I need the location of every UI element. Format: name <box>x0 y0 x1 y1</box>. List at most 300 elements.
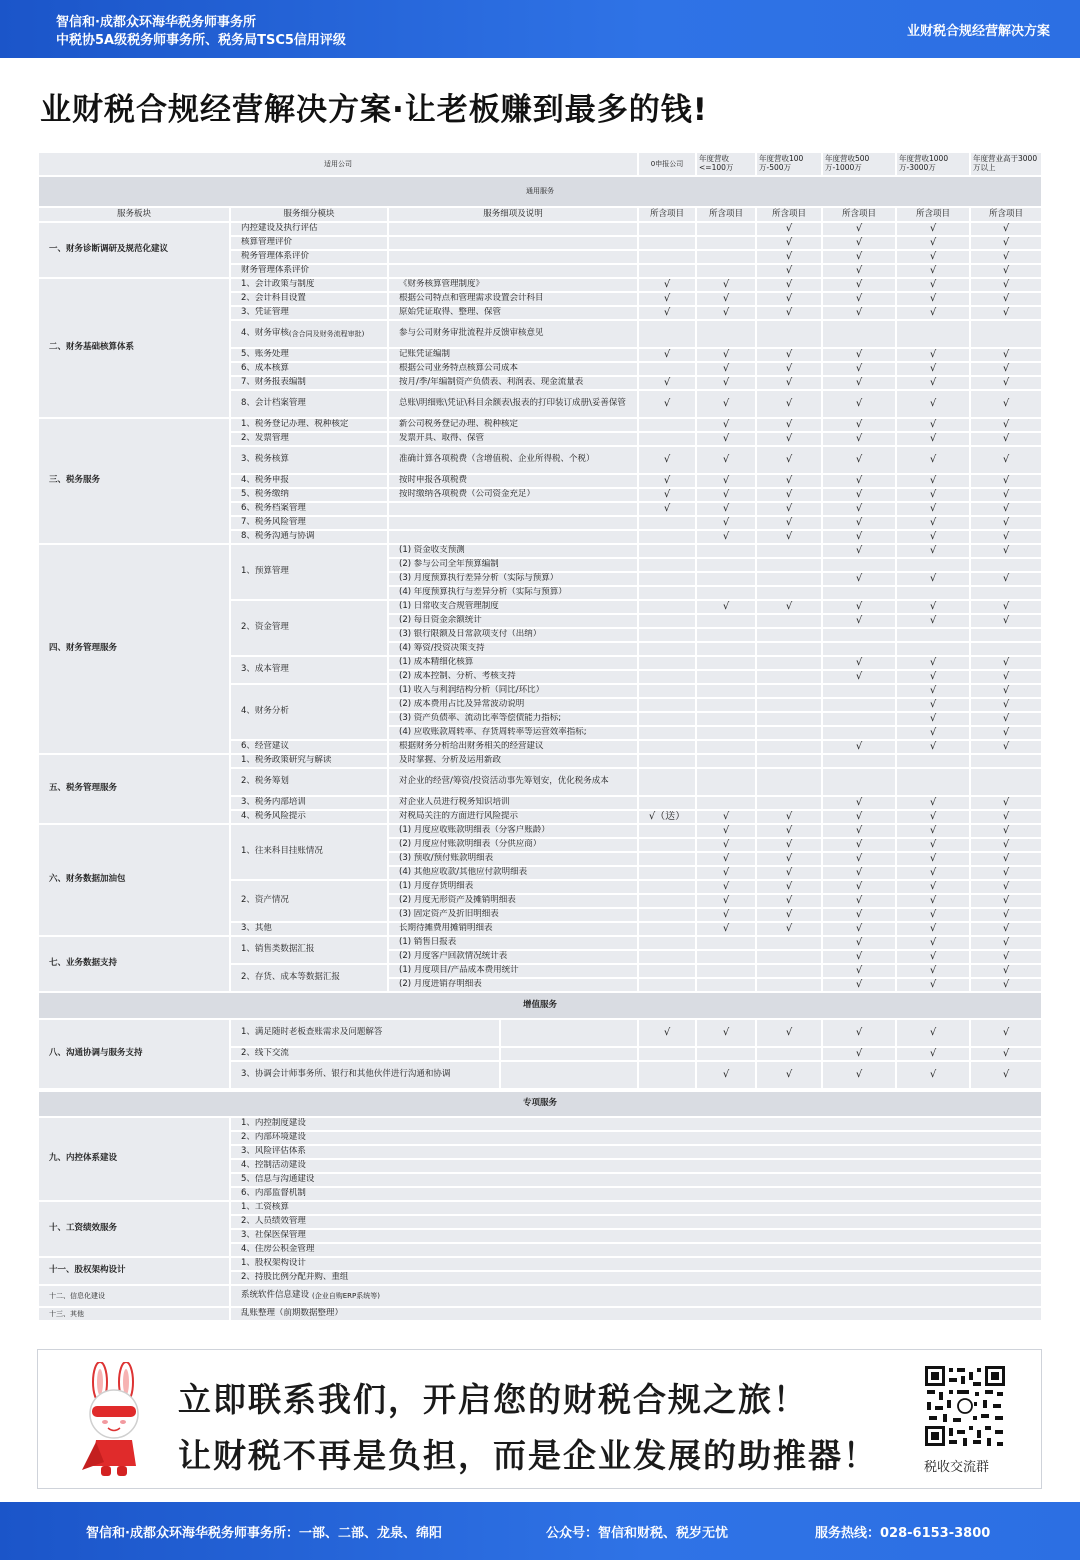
check-cell: √ <box>897 1020 969 1046</box>
detail-cell: (1) 销售日报表 <box>389 937 637 949</box>
check-cell: √ <box>757 517 821 529</box>
contact-card <box>37 1349 1042 1489</box>
check-cell: √ <box>823 1020 895 1046</box>
check-cell <box>639 951 695 963</box>
detail-cell: 按时缴纳各项税费（公司资金充足） <box>389 489 637 501</box>
check-cell: √ <box>757 293 821 305</box>
sub-module-label: 系统软件信息建设 <box>241 1290 310 1301</box>
check-cell: √ <box>897 741 969 753</box>
check-cell: √ <box>697 363 755 375</box>
sub-module: 4、税务风险提示 <box>231 811 387 823</box>
check-cell <box>639 265 695 277</box>
check-cell: √ <box>697 853 755 865</box>
check-cell: √ <box>971 909 1041 921</box>
check-cell <box>639 979 695 991</box>
check-cell: √ <box>971 853 1041 865</box>
check-cell: √ <box>823 895 895 907</box>
check-cell: √ <box>897 391 969 417</box>
detail-cell: (3) 银行限额及日常款项支付（出纳） <box>389 629 637 641</box>
check-cell <box>639 895 695 907</box>
check-cell: √ <box>897 545 969 557</box>
check-cell: √ <box>697 307 755 319</box>
check-cell <box>757 713 821 725</box>
detail-cell: 及时掌握、分析及运用新政 <box>389 755 637 767</box>
check-cell: √ <box>757 251 821 263</box>
check-cell: √ <box>897 503 969 515</box>
sub-module: 6、经营建议 <box>231 741 387 753</box>
check-cell <box>697 965 755 977</box>
detail-cell: (3) 月度预算执行差异分析（实际与预算） <box>389 573 637 585</box>
detail-cell <box>389 531 637 543</box>
check-cell: √ <box>639 475 695 487</box>
check-cell: √ <box>823 951 895 963</box>
check-cell: √ <box>897 825 969 837</box>
check-cell: √ <box>823 237 895 249</box>
check-cell: √ <box>757 909 821 921</box>
check-cell: √ <box>897 853 969 865</box>
check-cell: √ <box>897 671 969 683</box>
check-cell <box>897 769 969 795</box>
detail-cell: (1) 月度存货明细表 <box>389 881 637 893</box>
check-cell: √ <box>971 685 1041 697</box>
tier-header: 年度营业高于3000万以上 <box>971 153 1041 175</box>
check-cell: √ <box>823 475 895 487</box>
sub-module: 1、会计政策与制度 <box>231 279 387 291</box>
sub-module: 2、资产情况 <box>231 881 387 921</box>
detail-cell: 参与公司财务审批流程并反馈审核意见 <box>389 321 637 347</box>
sub-module: 3、社保医保管理 <box>231 1230 1041 1242</box>
sub-module: 2、发票管理 <box>231 433 387 445</box>
detail-cell: 新公司税务登记办理、税种核定 <box>389 419 637 431</box>
check-cell <box>697 615 755 627</box>
check-cell: √ <box>971 923 1041 935</box>
check-cell: √ <box>697 475 755 487</box>
check-cell: √ <box>897 601 969 613</box>
check-cell: √ <box>897 811 969 823</box>
footer-wechat: 公众号：智信和财税、税岁无忧 <box>546 1526 729 1541</box>
check-cell: √ <box>823 363 895 375</box>
sub-module: 1、满足随时老板查账需求及问题解答 <box>231 1020 499 1046</box>
check-cell: √ <box>757 223 821 235</box>
check-cell: √ <box>971 713 1041 725</box>
sub-module: 2、税务筹划 <box>231 769 387 795</box>
check-cell: √ <box>971 265 1041 277</box>
sub-module: 5、信息与沟通建设 <box>231 1174 1041 1186</box>
check-cell <box>823 755 895 767</box>
detail-cell: (1) 资金收支预测 <box>389 545 637 557</box>
check-cell <box>697 979 755 991</box>
check-cell <box>639 573 695 585</box>
check-cell <box>823 321 895 347</box>
detail-cell <box>389 265 637 277</box>
cta-line-1: 立即联系我们，开启您的财税合规之旅！ <box>178 1380 808 1419</box>
sub-module: 3、其他 <box>231 923 387 935</box>
check-cell: √ <box>971 223 1041 235</box>
detail-cell <box>389 251 637 263</box>
detail-cell <box>501 1062 637 1088</box>
check-cell <box>697 321 755 347</box>
check-cell <box>639 965 695 977</box>
section-label: 九、内控体系建设 <box>39 1118 229 1200</box>
check-cell <box>971 643 1041 655</box>
footer-hotline: 服务热线：028-6153-3800 <box>815 1526 991 1541</box>
check-cell <box>971 321 1041 347</box>
check-cell: √ <box>757 447 821 473</box>
check-cell <box>897 321 969 347</box>
detail-cell: (4) 年度预算执行与差异分析（实际与预算） <box>389 587 637 599</box>
check-cell: √ <box>897 867 969 879</box>
check-cell: √ <box>697 601 755 613</box>
check-cell: √ <box>971 349 1041 361</box>
check-cell: √ <box>639 1020 695 1046</box>
check-cell <box>697 573 755 585</box>
detail-cell: 对企业的经营/筹资/投资活动事先筹划安，优化税务成本 <box>389 769 637 795</box>
sub-module: 1、股权架构设计 <box>231 1258 1041 1270</box>
check-cell <box>757 587 821 599</box>
check-cell <box>639 629 695 641</box>
check-cell <box>823 685 895 697</box>
check-cell: √ <box>757 265 821 277</box>
check-cell: √ <box>971 937 1041 949</box>
check-cell: √ <box>971 475 1041 487</box>
check-cell: √ <box>971 601 1041 613</box>
sub-module: 3、成本管理 <box>231 657 387 683</box>
detail-cell <box>389 503 637 515</box>
check-cell <box>639 671 695 683</box>
section-label: 四、财务管理服务 <box>39 545 229 753</box>
check-cell: √ <box>823 797 895 809</box>
check-cell: √ <box>971 741 1041 753</box>
check-cell: √ <box>823 573 895 585</box>
tier-header: 年度营收1000万-3000万 <box>897 153 969 175</box>
check-cell: √ <box>971 573 1041 585</box>
detail-cell <box>501 1020 637 1046</box>
check-cell <box>971 559 1041 571</box>
detail-cell: (2) 成本控制、分析、考核支持 <box>389 671 637 683</box>
check-cell: √ <box>897 909 969 921</box>
check-cell: √ <box>971 895 1041 907</box>
sub-module: 1、税务登记办理、税种核定 <box>231 419 387 431</box>
check-cell: √ <box>971 1020 1041 1046</box>
detail-cell: (4) 其他应收款/其他应付款明细表 <box>389 867 637 879</box>
check-cell: √ <box>823 307 895 319</box>
check-cell: √ <box>897 713 969 725</box>
check-cell <box>757 965 821 977</box>
check-cell <box>697 629 755 641</box>
sub-module <box>231 1286 1041 1306</box>
check-cell: √ <box>823 671 895 683</box>
check-cell: √ <box>897 839 969 851</box>
detail-cell: 根据财务分析给出财务相关的经营建议 <box>389 741 637 753</box>
check-cell: √ <box>823 377 895 389</box>
check-cell: √ <box>757 853 821 865</box>
check-cell: √ <box>971 797 1041 809</box>
check-cell: √ <box>897 699 969 711</box>
check-cell: √ <box>757 923 821 935</box>
check-cell <box>757 559 821 571</box>
check-cell <box>697 685 755 697</box>
detail-cell: (2) 月度客户回款情况统计表 <box>389 951 637 963</box>
check-cell: √ <box>823 853 895 865</box>
detail-cell: 总账\明细账\凭证\科目余额表\报表的打印装订成册\妥善保管 <box>389 391 637 417</box>
check-cell <box>757 699 821 711</box>
check-cell <box>639 657 695 669</box>
check-cell <box>639 433 695 445</box>
qr-label: 税收交流群 <box>924 1460 990 1475</box>
check-cell: √ <box>971 615 1041 627</box>
check-cell <box>697 545 755 557</box>
check-cell: √ <box>757 895 821 907</box>
footer-offices: 智信和·成都众环海华税务师事务所：一部、二部、龙泉、绵阳 <box>86 1526 442 1541</box>
check-cell <box>757 1048 821 1060</box>
check-cell: √ <box>897 657 969 669</box>
tier-header: 年度营收100万-500万 <box>757 153 821 175</box>
check-cell: √ <box>757 839 821 851</box>
section-label: 五、税务管理服务 <box>39 755 229 823</box>
check-cell: √ <box>697 293 755 305</box>
section-label: 十一、股权架构设计 <box>39 1258 229 1284</box>
check-cell: √ <box>757 825 821 837</box>
sub-module: 6、税务档案管理 <box>231 503 387 515</box>
detail-cell: 记账凭证编制 <box>389 349 637 361</box>
check-cell <box>639 909 695 921</box>
sub-module: 财务管理体系评价 <box>231 265 387 277</box>
check-cell: √ <box>971 251 1041 263</box>
sub-module: 4、财务分析 <box>231 685 387 739</box>
check-cell <box>823 699 895 711</box>
detail-cell: (1) 成本精细化核算 <box>389 657 637 669</box>
check-cell: √ <box>823 909 895 921</box>
detail-cell: (4) 筹资/投资决策支持 <box>389 643 637 655</box>
check-cell: √ <box>897 895 969 907</box>
check-cell: √ <box>897 937 969 949</box>
check-cell: √ <box>639 447 695 473</box>
check-cell <box>639 797 695 809</box>
check-cell: √ <box>971 293 1041 305</box>
check-cell: √ <box>823 811 895 823</box>
check-cell: √ <box>897 1048 969 1060</box>
detail-cell: (2) 参与公司全年预算编制 <box>389 559 637 571</box>
check-cell: √ <box>823 1048 895 1060</box>
check-cell: √ <box>971 307 1041 319</box>
detail-cell: 发票开具、取得、保管 <box>389 433 637 445</box>
check-cell: √ <box>697 489 755 501</box>
check-cell: √ <box>639 489 695 501</box>
check-cell <box>757 573 821 585</box>
check-cell <box>639 867 695 879</box>
check-cell <box>697 951 755 963</box>
check-cell: √ <box>823 825 895 837</box>
check-cell <box>639 755 695 767</box>
detail-cell: 根据公司业务特点核算公司成本 <box>389 363 637 375</box>
check-cell <box>639 615 695 627</box>
check-cell <box>639 251 695 263</box>
check-cell <box>639 937 695 949</box>
check-cell <box>823 769 895 795</box>
column-header: 服务细项及说明 <box>389 208 637 221</box>
check-cell: √ <box>697 279 755 291</box>
check-cell: √ <box>971 979 1041 991</box>
check-cell: √ <box>971 433 1041 445</box>
section-label: 七、业务数据支持 <box>39 937 229 991</box>
check-cell: √ <box>971 447 1041 473</box>
check-cell <box>697 643 755 655</box>
sub-module: 1、销售类数据汇报 <box>231 937 387 963</box>
check-cell: √ <box>757 279 821 291</box>
check-cell: √ <box>823 391 895 417</box>
check-cell <box>697 223 755 235</box>
check-cell <box>757 545 821 557</box>
detail-cell: (2) 成本费用占比及异常波动说明 <box>389 699 637 711</box>
check-cell <box>639 923 695 935</box>
check-cell <box>897 629 969 641</box>
band-special-services: 专项服务 <box>39 1092 1041 1116</box>
section-label: 十三、其他 <box>39 1308 229 1320</box>
check-cell <box>697 797 755 809</box>
check-cell: √ <box>897 475 969 487</box>
detail-cell <box>389 237 637 249</box>
check-cell: √ <box>971 839 1041 851</box>
check-cell: √ <box>897 419 969 431</box>
check-cell: √ <box>757 503 821 515</box>
check-cell: √ <box>697 909 755 921</box>
check-cell: √ <box>823 419 895 431</box>
check-cell: √ <box>897 363 969 375</box>
check-cell: √ <box>757 881 821 893</box>
check-cell <box>897 587 969 599</box>
check-cell: √ <box>823 447 895 473</box>
check-cell: √ <box>897 237 969 249</box>
check-cell: √ <box>697 377 755 389</box>
check-cell: √ <box>697 391 755 417</box>
check-cell: √ <box>757 391 821 417</box>
section-label: 二、财务基础核算体系 <box>39 279 229 417</box>
qr-code-icon[interactable] <box>923 1364 1007 1448</box>
check-cell: √ <box>897 293 969 305</box>
check-cell: √ <box>697 517 755 529</box>
check-cell: √ <box>823 489 895 501</box>
detail-cell: 长期待摊费用摊销明细表 <box>389 923 637 935</box>
check-cell: √ <box>897 797 969 809</box>
sub-module: 3、凭证管理 <box>231 307 387 319</box>
check-cell: √ <box>897 727 969 739</box>
check-cell: √ <box>823 923 895 935</box>
band-value-added: 增值服务 <box>39 993 1041 1018</box>
check-cell: √ <box>897 377 969 389</box>
check-cell <box>639 601 695 613</box>
check-cell: √ <box>897 265 969 277</box>
check-cell: √ <box>971 517 1041 529</box>
check-cell: √ <box>757 811 821 823</box>
check-cell: √ <box>697 1020 755 1046</box>
detail-cell: 对税局关注的方面进行风险提示 <box>389 811 637 823</box>
column-header: 所含项目 <box>757 208 821 221</box>
check-cell <box>823 559 895 571</box>
check-cell: √ <box>971 657 1041 669</box>
check-cell <box>697 251 755 263</box>
check-cell: √ <box>757 363 821 375</box>
check-cell <box>757 643 821 655</box>
detail-cell: (1) 收入与利润结构分析（同比/环比） <box>389 685 637 697</box>
check-cell <box>639 839 695 851</box>
sub-module: 5、账务处理 <box>231 349 387 361</box>
check-cell: √ <box>971 965 1041 977</box>
check-cell: √ <box>897 951 969 963</box>
check-cell: √ <box>971 531 1041 543</box>
check-cell: √ <box>697 447 755 473</box>
detail-cell: (2) 月度无形资产及摊销明细表 <box>389 895 637 907</box>
check-cell: √ <box>897 615 969 627</box>
check-cell: √ <box>897 965 969 977</box>
check-cell: √ <box>823 433 895 445</box>
check-cell <box>757 615 821 627</box>
check-cell: √ <box>757 489 821 501</box>
check-cell <box>757 629 821 641</box>
check-cell <box>639 545 695 557</box>
check-cell: √ <box>697 895 755 907</box>
sub-module: 6、内部监督机制 <box>231 1188 1041 1200</box>
check-cell <box>971 629 1041 641</box>
check-cell: √ <box>897 517 969 529</box>
check-cell <box>639 223 695 235</box>
section-label: 一、财务诊断调研及规范化建议 <box>39 223 229 277</box>
check-cell <box>639 237 695 249</box>
column-header: 所含项目 <box>697 208 755 221</box>
check-cell: √ <box>697 811 755 823</box>
sub-module: 税务管理体系评价 <box>231 251 387 263</box>
sub-module: 3、税务核算 <box>231 447 387 473</box>
check-cell: √ <box>971 1062 1041 1088</box>
detail-cell: (1) 日常收支合规管理制度 <box>389 601 637 613</box>
check-cell: √ <box>697 867 755 879</box>
column-header: 所含项目 <box>897 208 969 221</box>
check-cell: √ <box>971 545 1041 557</box>
check-cell: √ <box>823 503 895 515</box>
check-cell <box>757 769 821 795</box>
check-cell <box>639 881 695 893</box>
check-cell <box>971 587 1041 599</box>
check-cell: √ <box>971 503 1041 515</box>
check-cell <box>823 713 895 725</box>
check-cell: √ <box>757 1062 821 1088</box>
check-cell <box>697 713 755 725</box>
sub-module: 7、财务报表编制 <box>231 377 387 389</box>
sub-module: 1、往来科目挂账情况 <box>231 825 387 879</box>
detail-cell: 《财务核算管理制度》 <box>389 279 637 291</box>
check-cell <box>897 559 969 571</box>
check-cell: √ <box>757 475 821 487</box>
check-cell <box>823 643 895 655</box>
check-cell <box>757 671 821 683</box>
sub-module: 3、协调会计师事务所、银行和其他伙伴进行沟通和协调 <box>231 1062 499 1088</box>
check-cell: √ <box>971 489 1041 501</box>
detail-cell: 按月/季/年编制资产负债表、利润表、现金流量表 <box>389 377 637 389</box>
check-cell: √ <box>823 881 895 893</box>
detail-cell: (2) 月度应付账款明细表（分供应商） <box>389 839 637 851</box>
check-cell: √ <box>697 349 755 361</box>
check-cell: √ <box>697 419 755 431</box>
detail-cell: 按时申报各项税费 <box>389 475 637 487</box>
check-cell: √ <box>971 825 1041 837</box>
check-cell <box>697 559 755 571</box>
check-cell <box>757 797 821 809</box>
detail-cell: (3) 固定资产及折旧明细表 <box>389 909 637 921</box>
check-cell: √ <box>757 867 821 879</box>
check-cell: √ <box>639 293 695 305</box>
check-cell: √ <box>897 489 969 501</box>
check-cell: √ <box>971 867 1041 879</box>
check-cell: √ <box>757 237 821 249</box>
